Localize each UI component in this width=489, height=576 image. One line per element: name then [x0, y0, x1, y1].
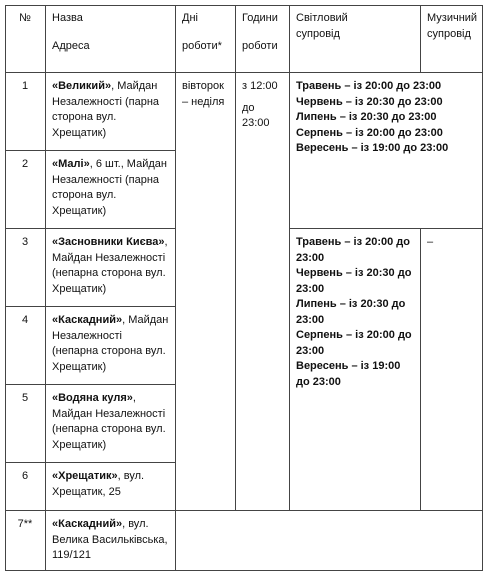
- row-3-num: 3: [5, 229, 46, 307]
- header-name-address: [46, 5, 176, 73]
- header-name: Назва: [52, 12, 83, 24]
- header-music: Музичний супровід: [421, 5, 483, 73]
- light-schedule-a: Травень – із 20:00 до 23:00 Червень – із 20:30 до 23:00 Липень – із 20:30 до 23:00 Серпень – із 20:00 до 23:00 Вересень – із 19:00 до 23:00: [290, 73, 483, 229]
- header-num: №: [5, 5, 46, 73]
- row-2-num: 2: [5, 151, 46, 229]
- fountain-address: , вул. Велика Васильківська, 119/121: [52, 518, 168, 561]
- fountain-name: «Великий»: [52, 80, 112, 92]
- row-1-name: [46, 73, 176, 151]
- hours-of-operation: з 12:00 до 23:00: [236, 73, 290, 511]
- row-5-num: 5: [5, 385, 46, 463]
- row-7-name: [46, 511, 176, 571]
- row-4-num: 4: [5, 307, 46, 385]
- row-7-num: 7**: [5, 511, 46, 571]
- fountain-name: «Засновники Києва»: [52, 236, 165, 248]
- music-schedule-b: –: [421, 229, 483, 511]
- fountain-address: , 6 шт., Майдан Незалежності (парна сторона вул. Хрещатик): [52, 158, 167, 217]
- row-3-name: [46, 229, 176, 307]
- row-6-name: [46, 463, 176, 511]
- row-2-name: [46, 151, 176, 229]
- row-6-num: 6: [5, 463, 46, 511]
- fountain-address: , Майдан Незалежності (парна сторона вул. Хрещатик): [52, 80, 160, 139]
- light-schedule-b: Травень – із 20:00 до 23:00 Червень – із 20:30 до 23:00 Липень – із 20:30 до 23:00 Серпень – із 20:00 до 23:00 Вересень – із 19:00 до 23:00: [290, 229, 421, 511]
- row-5-name: [46, 385, 176, 463]
- fountain-address: , Майдан Незалежності (непарна сторона вул. Хрещатик): [52, 314, 169, 373]
- header-light: Світловий супровід: [290, 5, 421, 73]
- header-hours: Години роботи: [236, 5, 290, 73]
- row-4-name: [46, 307, 176, 385]
- fountain-name: «Хрещатик»: [52, 470, 118, 482]
- row-7-empty: [176, 511, 483, 571]
- fountain-address: , Майдан Незалежності (непарна сторона вул. Хрещатик): [52, 236, 168, 295]
- fountain-name: «Каскадний»: [52, 518, 123, 530]
- header-days: Дні роботи*: [176, 5, 236, 73]
- header-address: Адреса: [52, 39, 90, 52]
- days-of-operation: вівторок – неділя: [176, 73, 236, 511]
- fountain-name: «Водяна куля»: [52, 392, 133, 404]
- fountain-name: «Малі»: [52, 158, 90, 170]
- row-1-num: 1: [5, 73, 46, 151]
- fountain-name: «Каскадний»: [52, 314, 123, 326]
- fountains-table: [5, 5, 483, 571]
- fountain-address: , Майдан Незалежності (непарна сторона вул. Хрещатик): [52, 392, 166, 451]
- fountain-address: , вул. Хрещатик, 25: [52, 470, 145, 498]
